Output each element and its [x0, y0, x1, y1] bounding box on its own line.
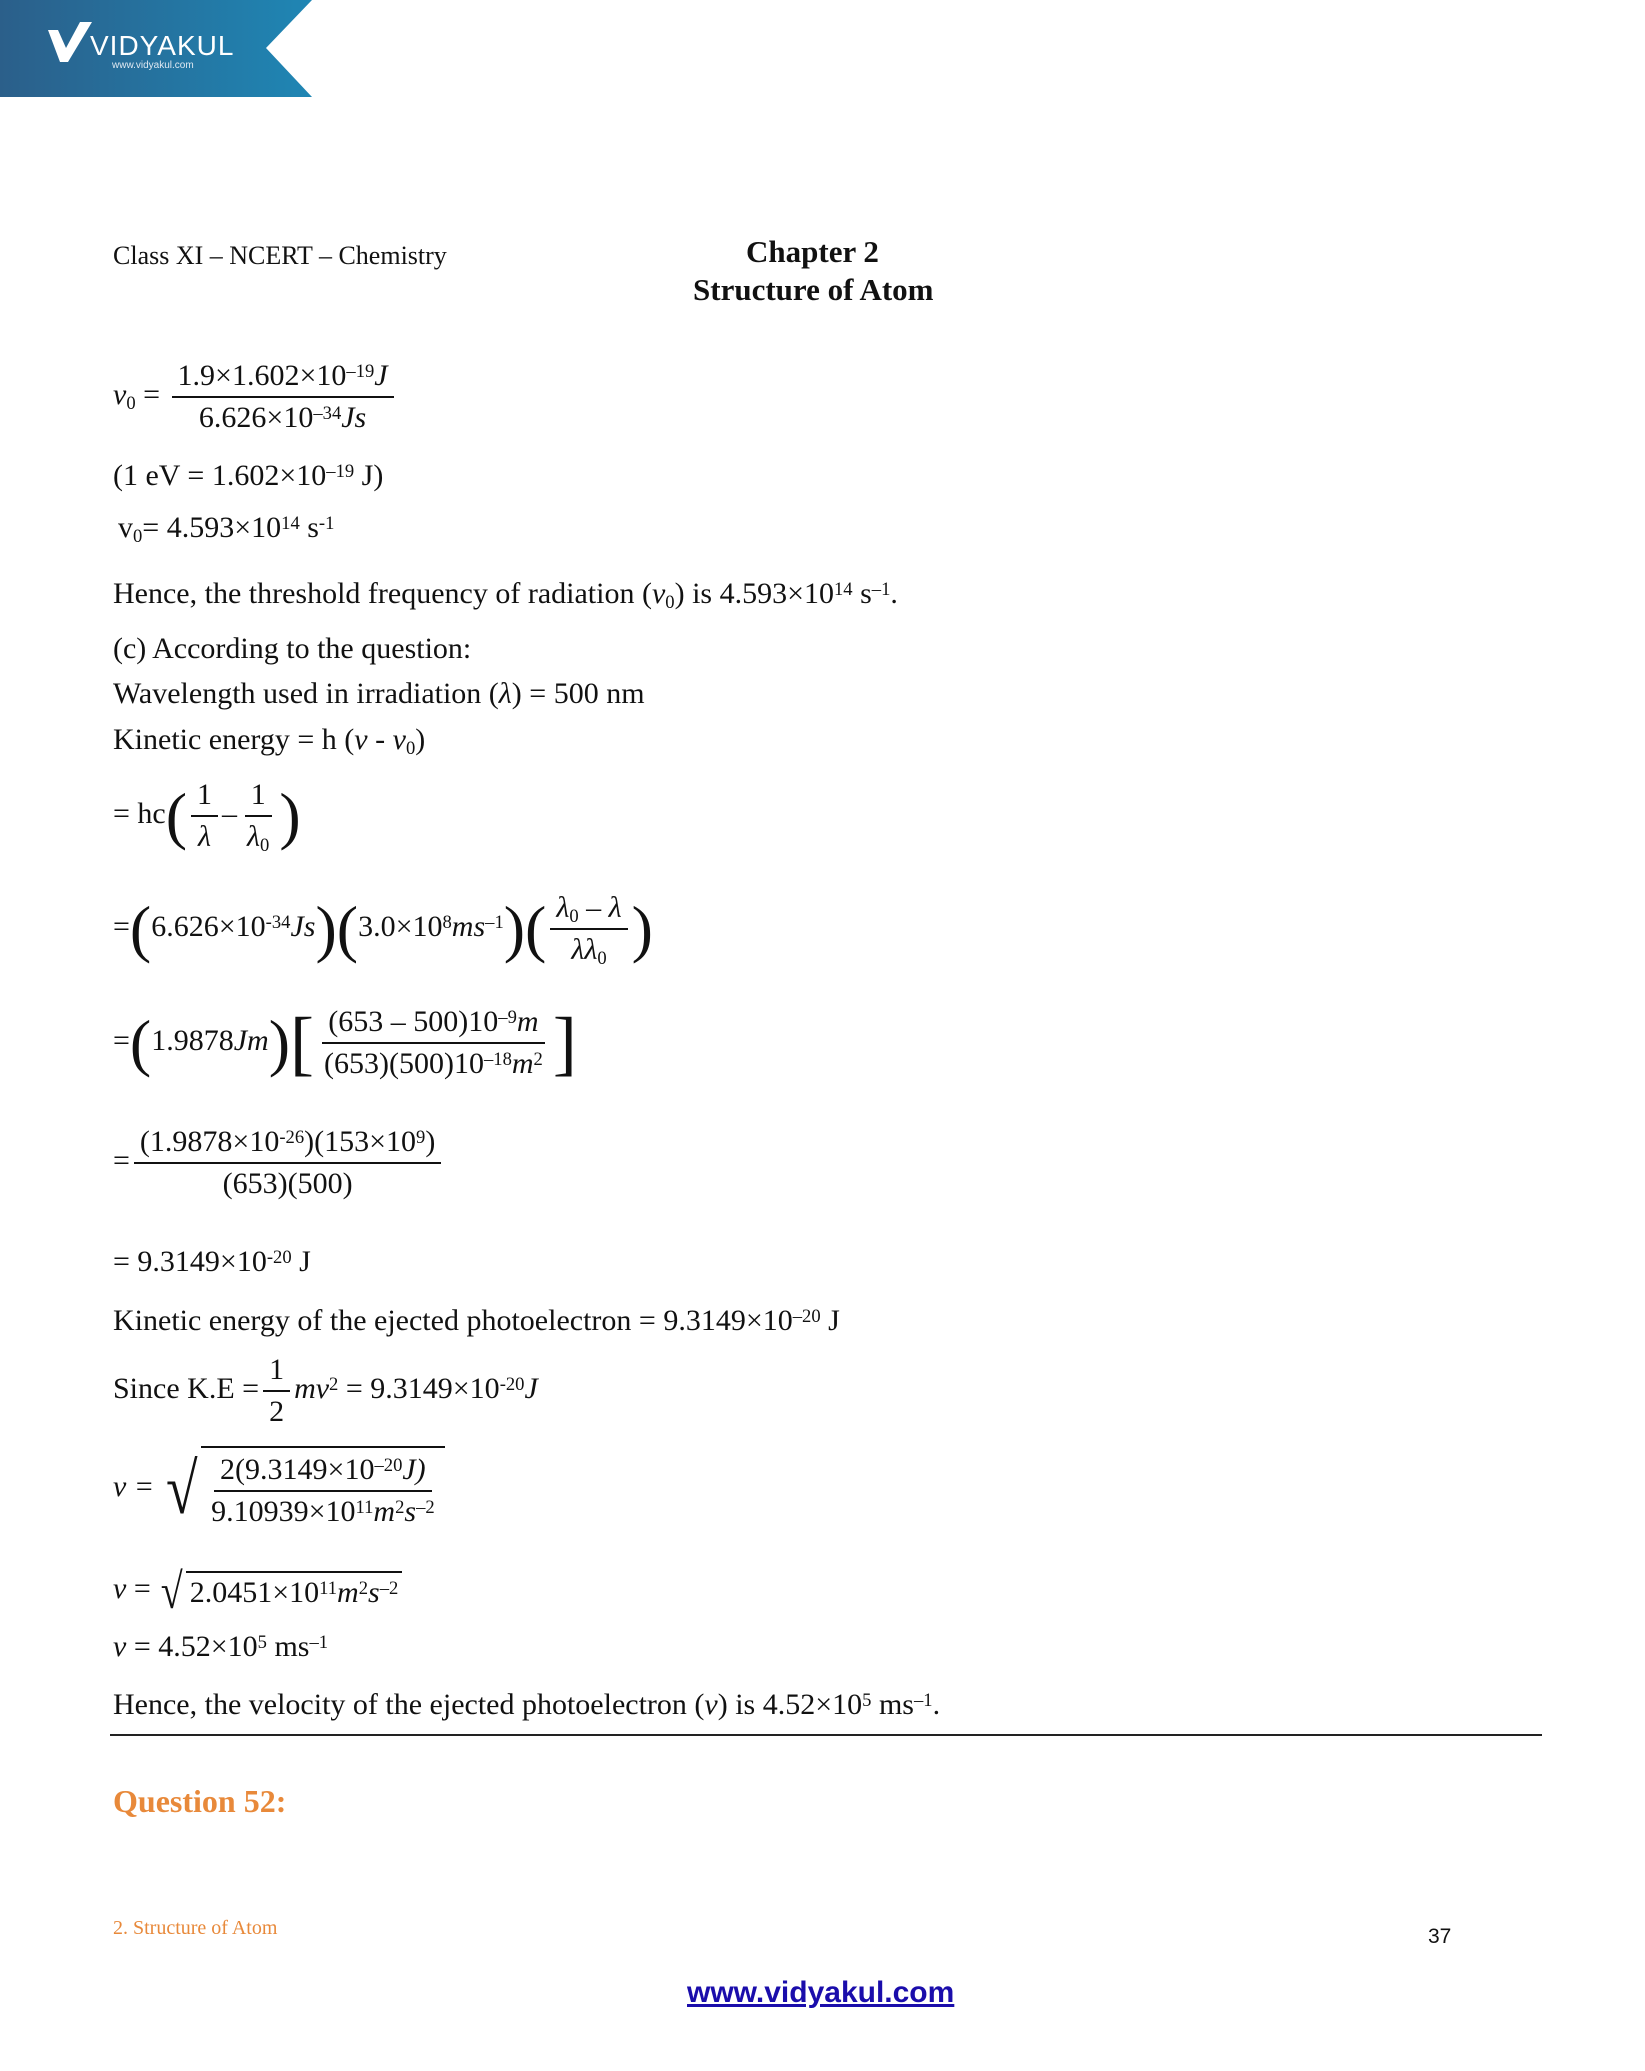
- numeric-fraction-line: = $\frac{(1.9878\times 10^{-26})(153\times 10^9)}{(653)(500)}$: [113, 1122, 445, 1204]
- footer-site-link[interactable]: www.vidyakul.com: [687, 1976, 955, 2009]
- v0-fraction-eq: $v_0$ = $\frac{1.9\times 1.602\times 10^{-19}J}{6.626\times 10^{-34}Js}$: [113, 356, 398, 438]
- hc-expression: = hc( $\frac{1}{\lambda}$ – $\frac{1}{\lambda_0}$ ): [113, 775, 301, 857]
- class-label: Class XI – NCERT – Chemistry: [113, 241, 447, 270]
- velocity-sqrt-fraction: v = √ $\frac{2(9.3149\times 10^{-20}J)}{9.10939\times 10^{11}m^2s^{-2}}$: [113, 1446, 445, 1532]
- ke-result: = $9.3149\times 10^{-20}$ J: [113, 1245, 311, 1278]
- velocity-statement: Hence, the velocity of the ejected photoelectron (v) is $4.52\times 10^5$ $ms^{-1}$.: [113, 1688, 941, 1721]
- page-number: 37: [1428, 1925, 1452, 1948]
- footer-chapter: 2. Structure of Atom: [113, 1917, 278, 1939]
- since-ke-line: Since K.E = $\frac{1}{2}$ $mv^2 = 9.3149\times 10^{-20}J$: [113, 1350, 538, 1432]
- chapter-number: Chapter 2: [746, 234, 879, 269]
- v0-result: $v_0= 4.593\times 10^{14}$ $s^{-1}$: [118, 511, 335, 547]
- threshold-statement: Hence, the threshold frequency of radiation $(v_0)$ is $4.593\times 10^{14}$ $s^{-1}$.: [113, 577, 898, 613]
- velocity-sqrt-value: v = √ $2.0451\times 10^{11}m^2s^{-2}$: [113, 1566, 402, 1616]
- substitution-line: $=(6.626\times 10^{-34}Js)(3.0\times 10^8ms^{-1})$( $\frac{\lambda_0 - \lambda}{\lambda\lambda_0}$ ): [113, 888, 653, 970]
- question-heading: Question 52:: [113, 1783, 287, 1819]
- chapter-title: Structure of Atom: [693, 272, 934, 307]
- kinetic-energy-formula: Kinetic energy = h $(v - v_0)$: [113, 723, 426, 759]
- velocity-result: $v = 4.52\times 10^5$ $ms^{-1}$: [113, 1630, 329, 1663]
- jm-bracket-line: =(1.9878Jm)[ $\frac{(653 - 500)10^{-9}m}{(653)(500)10^{-18}m^2}$ ]: [113, 1003, 577, 1083]
- logo-text: VIDYAKUL: [90, 30, 235, 61]
- logo-banner[interactable]: [0, 0, 312, 97]
- ke-photoelectron: Kinetic energy of the ejected photoelectron = $9.3149\times 10^{-20}$ J: [113, 1304, 840, 1337]
- wavelength-line: Wavelength used in irradiation (λ) = 500 nm: [113, 677, 645, 710]
- section-divider: [110, 1734, 1542, 1736]
- part-c-heading: (c) According to the question:: [113, 632, 472, 665]
- logo-url: www.vidyakul.com: [112, 60, 194, 71]
- ev-conversion: (1 eV = $1.602\times 10^{-19}$ J): [113, 459, 384, 492]
